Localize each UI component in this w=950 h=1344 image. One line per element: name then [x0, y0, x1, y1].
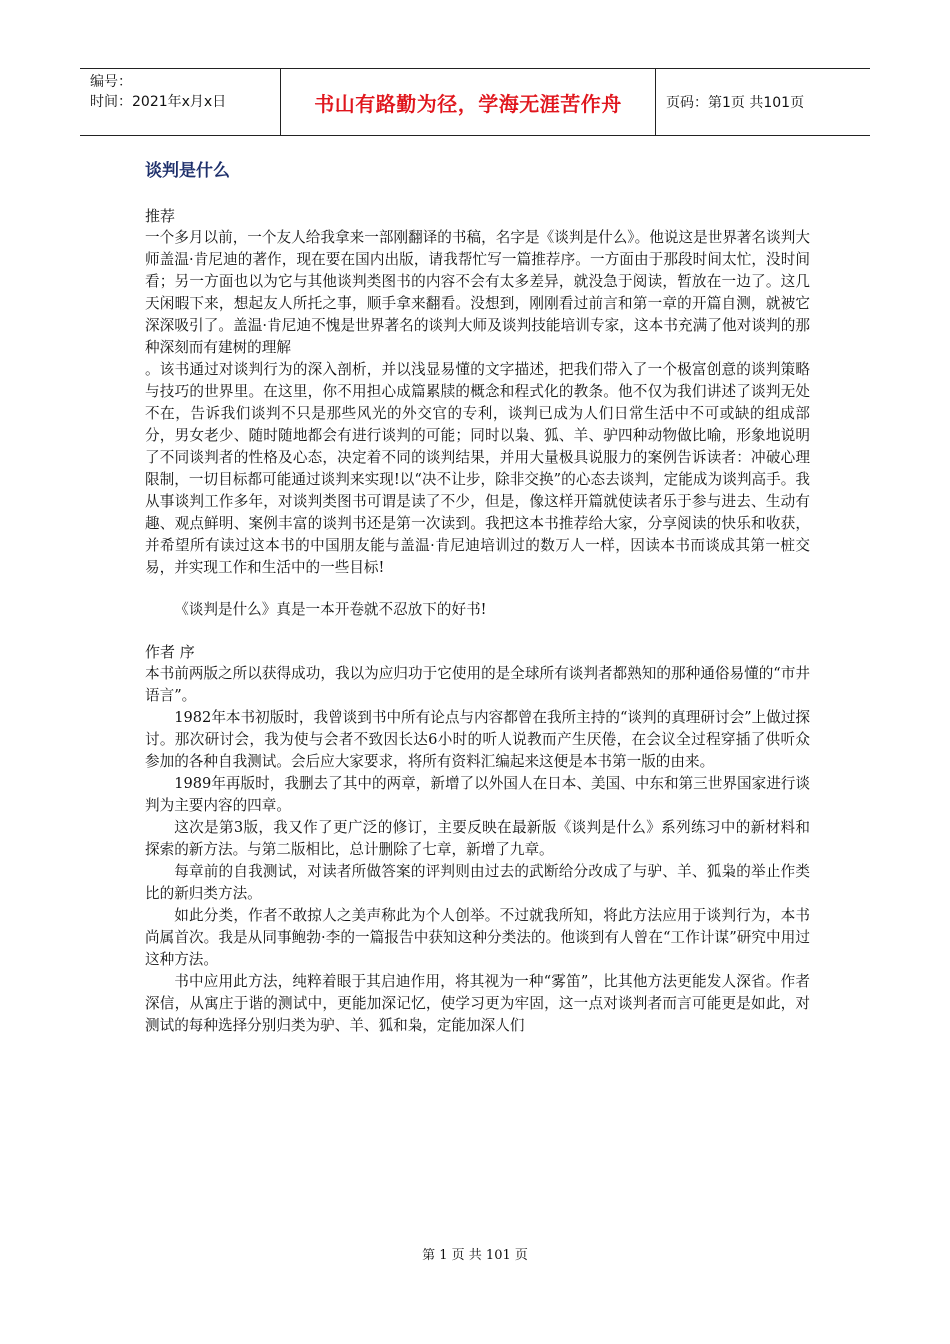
preface-paragraph-6: 书中应用此方法，纯粹着眼于其启迪作用，将其视为一种“雾笛”，比其他方法更能发人深省。作者深信，从寓庄于谐的测试中，更能加深记忆，使学习更为牢固，这一点对谈判者而言可能更是如此，对测试的每种选择分别归类为驴、羊、狐和枭，定能加深人们: [145, 973, 810, 1034]
document-title: 谈判是什么: [145, 161, 230, 181]
recommend-closing: 《谈判是什么》真是一本开卷就不忍放下的好书!: [174, 601, 487, 618]
preface-paragraph-2: 1989年再版时，我删去了其中的两章，新增了以外国人在日本、美国、中东和第三世界国家进行谈判为主要内容的四章。: [145, 775, 810, 814]
document-body: [145, 155, 810, 1037]
preface-paragraph-1: 1982年本书初版时，我曾谈到书中所有论点与内容都曾在我所主持的“谈判的真理研讨会”上做过探讨。那次研讨会，我为使与会者不致因长达6小时的听人说教而产生厌倦，在会议全过程穿插了供听众参加的各种自我测试。会后应大家要求，将所有资料汇编起来这便是本书第一版的由来。: [145, 709, 811, 770]
footer-page-number: 第 1 页 共 101 页: [422, 1248, 528, 1263]
preface-paragraph-5: 如此分类，作者不敢掠人之美声称此为个人创举。不过就我所知，将此方法应用于谈判行为，本书尚属首次。我是从同事鲍勃·李的一篇报告中获知这种分类法的。他谈到有人曾在“工作计谋”研究中用过这种方法。: [145, 907, 810, 968]
page-info: 页码：第1页 共101页: [666, 95, 805, 111]
header-page-cell: [656, 69, 870, 135]
number-label: 编号：: [90, 74, 132, 90]
page-header: [80, 68, 870, 136]
motto: 书山有路勤为径，学海无涯苦作舟: [314, 91, 622, 116]
preface-paragraph-0: 本书前两版之所以获得成功，我以为应归功于它使用的是全球所有谈判者都熟知的那种通俗易懂的“市井语言”。: [145, 665, 810, 704]
header-motto-cell: [280, 69, 656, 135]
section-heading-preface: 作者 序: [145, 643, 195, 661]
section-heading-recommend: 推荐: [145, 207, 176, 225]
preface-paragraph-3: 这次是第3版，我又作了更广泛的修订，主要反映在最新版《谈判是什么》系列练习中的新材料和探索的新方法。与第二版相比，总计删除了七章，新增了九章。: [145, 819, 810, 858]
time-label: 时间：2021年x月x日: [90, 94, 227, 110]
page-footer: [0, 1244, 950, 1263]
recommend-paragraph-2: 。该书通过对谈判行为的深入剖析，并以浅显易懂的文字描述，把我们带入了一个极富创意的谈判策略与技巧的世界里。在这里，你不用担心成篇累牍的概念和程式化的教条。他不仅为我们讲述了谈判无处不在，告诉我们谈判不只是那些风光的外交官的专利，谈判已成为人们日常生活中不可或缺的组成部分，男女老少、随时随地都会有进行谈判的可能；同时以枭、狐、羊、驴四种动物做比喻，形象地说明了不同谈判者的性格及心态，决定着不同的谈判结果，并用大量极具说服力的案例告诉读者：冲破心理限制，一切目标都可能通过谈判来实现!以“决不让步，除非交换”的心态去谈判，定能成为谈判高手。我从事谈判工作多年，对谈判类图书可谓是读了不少，但是，像这样开篇就使读者乐于参与进去、生动有趣、观点鲜明、案例丰富的谈判书还是第一次读到。我把这本书推荐给大家，分享阅读的快乐和收获，并希望所有读过这本书的中国朋友能与盖温·肯尼迪培训过的数万人一样，因读本书而谈成其第一桩交易，并实现工作和生活中的一些目标!: [145, 361, 810, 576]
recommend-paragraph-1: 一个多月以前，一个友人给我拿来一部刚翻译的书稿，名字是《谈判是什么》。他说这是世界著名谈判大师盖温·肯尼迪的著作，现在要在国内出版，请我帮忙写一篇推荐序。一方面由于那段时间太忙，没时间看；另一方面也以为它与其他谈判类图书的内容不会有太多差异，就没急于阅读，暂放在一边了。这几天闲暇下来，想起友人所托之事，顺手拿来翻看。没想到，刚刚看过前言和第一章的开篇自测，就被它深深吸引了。盖温·肯尼迪不愧是世界著名的谈判大师及谈判技能培训专家，这本书充满了他对谈判的那种深刻而有建树的理解: [145, 229, 810, 356]
preface-paragraph-4: 每章前的自我测试，对读者所做答案的评判则由过去的武断给分改成了与驴、羊、狐枭的举止作类比的新归类方法。: [145, 863, 810, 902]
header-meta: [80, 69, 280, 135]
